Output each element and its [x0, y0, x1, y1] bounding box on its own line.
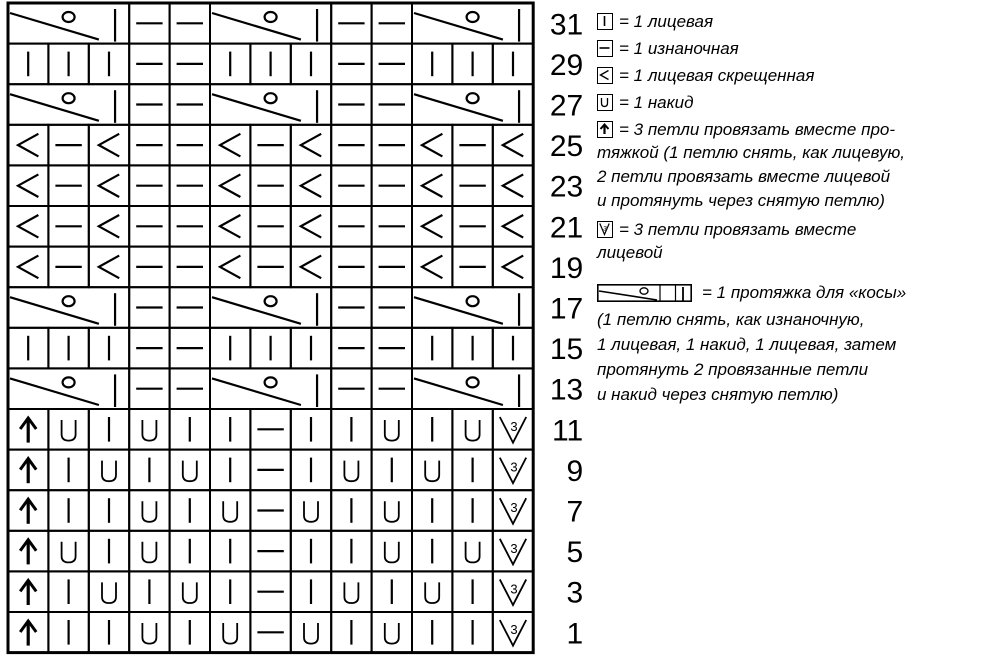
- chart-cell: [372, 409, 412, 450]
- legend-text: = 1 лицевая скрещенная: [619, 66, 815, 86]
- chart-cell: [412, 571, 452, 612]
- row-number: 13: [549, 373, 584, 407]
- cable-mark: [10, 13, 99, 40]
- twisted-knit-icon: [597, 67, 613, 84]
- chart-cell: [452, 531, 492, 572]
- yarn-over-mark: [467, 377, 479, 387]
- twisted-knit-mark: [99, 174, 119, 197]
- chart-cell: [412, 206, 452, 247]
- row-number: 25: [549, 130, 584, 164]
- chart-cell: [129, 490, 169, 531]
- k3tog-pass-icon: [597, 121, 613, 138]
- chart-cell: [291, 490, 331, 531]
- k3tog-digit: 3: [510, 419, 518, 434]
- twisted-knit-mark: [422, 134, 442, 157]
- legend-text: = 1 протяжка для «косы»: [702, 283, 907, 303]
- yarn-over-mark: [385, 501, 399, 522]
- cable-mark: [212, 297, 301, 324]
- chart-cell: [210, 206, 250, 247]
- yarn-over-mark: [425, 582, 439, 603]
- yarn-over-mark: [344, 461, 358, 482]
- cable-cell: [8, 287, 129, 328]
- chart-cell: [129, 531, 169, 572]
- chart-cell: [372, 531, 412, 572]
- k3tog-digit: 3: [510, 581, 518, 597]
- cable-mark: [212, 94, 301, 121]
- legend-item-k3tog-pass: [597, 118, 895, 140]
- yarn-over-mark: [142, 623, 156, 644]
- legend-text-cont: 1 лицевая, 1 накид, 1 лицевая, затем: [597, 335, 897, 354]
- yarn-over-mark: [467, 93, 479, 103]
- cable-mark: [10, 94, 99, 121]
- legend-text-cont: и протянуть через снятую петлю): [597, 191, 885, 210]
- chart-cell: [493, 125, 533, 166]
- chart-cell: [493, 206, 533, 247]
- cable-mark: [10, 378, 99, 405]
- yarn-over-mark: [385, 542, 399, 563]
- chart-cell: [372, 490, 412, 531]
- k3tog-digit: 3: [510, 540, 518, 556]
- legend-item-k3tog: [597, 218, 856, 240]
- knit-icon: [597, 13, 613, 30]
- yarn-over-mark: [304, 623, 318, 644]
- chart-cell: [89, 125, 129, 166]
- yarn-over-mark: [63, 377, 75, 387]
- legend-text: = 3 петли провязать вместе: [619, 220, 857, 240]
- chart-cell: [170, 450, 210, 491]
- twisted-knit-mark: [503, 256, 523, 279]
- legend-text: = 3 петли провязать вместе про-: [619, 120, 896, 140]
- cable-mark: [212, 13, 301, 40]
- twisted-knit-mark: [18, 174, 38, 197]
- twisted-knit-mark: [220, 256, 240, 279]
- cable-cell: [210, 3, 331, 44]
- chart-cell: [8, 247, 48, 288]
- chart-cell: [170, 571, 210, 612]
- twisted-knit-mark: [301, 134, 321, 157]
- twisted-knit-mark: [220, 215, 240, 238]
- chart-cell: [331, 571, 371, 612]
- k3tog-digit: 3: [510, 459, 518, 475]
- twisted-knit-mark: [99, 215, 119, 238]
- legend-item-knit: [597, 10, 713, 32]
- chart-cell: [493, 165, 533, 206]
- chart-cell: [48, 531, 88, 572]
- twisted-knit-mark: [220, 174, 240, 197]
- legend-text: = 1 накид: [619, 93, 694, 113]
- cable-cell: [8, 84, 129, 125]
- yarn-over-icon: [597, 94, 613, 111]
- legend-text-cont: тяжкой (1 петлю снять, как лицевую,: [597, 143, 905, 162]
- yarn-over-mark: [223, 501, 237, 522]
- cable-mark: [414, 94, 503, 121]
- row-number: 5: [566, 536, 584, 570]
- chart-cell: [210, 612, 250, 653]
- yarn-over-mark: [466, 542, 480, 563]
- row-number: 7: [566, 495, 584, 529]
- twisted-knit-mark: [503, 174, 523, 197]
- k3tog-digit: 3: [510, 622, 518, 637]
- yarn-over-mark: [62, 542, 76, 563]
- chart-cell: [412, 450, 452, 491]
- yarn-over-mark: [63, 12, 75, 22]
- cable-cell: [210, 368, 331, 409]
- cable-cell: [8, 3, 129, 44]
- cable-mark: [212, 378, 301, 405]
- chart-cell: [89, 247, 129, 288]
- row-number: 11: [552, 414, 584, 448]
- yarn-over-mark: [102, 461, 116, 482]
- legend-text-cont: 2 петли провязать вместе лицевой: [597, 167, 891, 186]
- legend-text-cont: и накид через снятую петлю): [597, 385, 839, 404]
- chart-cell: [412, 125, 452, 166]
- twisted-knit-mark: [99, 256, 119, 279]
- cable-cell: [412, 287, 533, 328]
- row-number: 9: [566, 454, 584, 488]
- chart-cell: [291, 125, 331, 166]
- cable-icon: [597, 284, 692, 302]
- chart-cell: [372, 612, 412, 653]
- legend-text-cont: (1 петлю снять, как изнаночную,: [597, 310, 865, 329]
- cable-mark: [414, 378, 503, 405]
- twisted-knit-mark: [422, 256, 442, 279]
- yarn-over-mark: [63, 296, 75, 306]
- twisted-knit-mark: [422, 215, 442, 238]
- chart-cell: [89, 450, 129, 491]
- twisted-knit-mark: [301, 174, 321, 197]
- row-number: 27: [549, 89, 584, 123]
- twisted-knit-mark: [422, 174, 442, 197]
- chart-cell: [412, 165, 452, 206]
- purl-icon: [597, 40, 613, 57]
- chart-cell: [493, 247, 533, 288]
- yarn-over-mark: [142, 420, 156, 441]
- cable-mark: [10, 297, 99, 324]
- yarn-over-mark: [385, 420, 399, 441]
- yarn-over-mark: [344, 582, 358, 603]
- chart-cell: [210, 165, 250, 206]
- yarn-over-mark: [63, 93, 75, 103]
- chart-cell: [89, 165, 129, 206]
- yarn-over-mark: [265, 377, 277, 387]
- twisted-knit-mark: [18, 256, 38, 279]
- cable-cell: [210, 287, 331, 328]
- twisted-knit-mark: [18, 215, 38, 238]
- chart-cell: [291, 612, 331, 653]
- row-number: 19: [549, 251, 584, 285]
- yarn-over-mark: [102, 582, 116, 603]
- row-number: 17: [549, 292, 584, 326]
- chart-cell: [291, 165, 331, 206]
- legend-item-cable: [597, 281, 906, 303]
- twisted-knit-mark: [220, 134, 240, 157]
- chart-cell: [452, 409, 492, 450]
- chart-cell: [210, 125, 250, 166]
- yarn-over-mark: [425, 461, 439, 482]
- row-number: 23: [549, 170, 584, 204]
- yarn-over-mark: [62, 420, 76, 441]
- legend-item-twisted-knit: [597, 64, 814, 86]
- chart-cell: [129, 409, 169, 450]
- chart-cell: [8, 206, 48, 247]
- yarn-over-mark: [265, 12, 277, 22]
- twisted-knit-mark: [503, 134, 523, 157]
- cable-cell: [412, 84, 533, 125]
- yarn-over-mark: [304, 501, 318, 522]
- chart-cell: [48, 409, 88, 450]
- yarn-over-mark: [223, 623, 237, 644]
- chart-cell: [291, 247, 331, 288]
- legend-text-cont: протянуть 2 провязанные петли: [597, 360, 869, 379]
- twisted-knit-mark: [18, 134, 38, 157]
- yarn-over-mark: [142, 542, 156, 563]
- row-number: 21: [549, 211, 584, 245]
- twisted-knit-mark: [503, 215, 523, 238]
- k3tog-icon: [597, 221, 613, 238]
- legend-text-cont: лицевой: [597, 243, 663, 262]
- yarn-over-mark: [183, 461, 197, 482]
- yarn-over-mark: [142, 501, 156, 522]
- legend-item-purl: [597, 37, 739, 59]
- twisted-knit-mark: [301, 256, 321, 279]
- chart-cell: [412, 247, 452, 288]
- yarn-over-mark: [265, 296, 277, 306]
- chart-cell: [89, 571, 129, 612]
- yarn-over-mark: [467, 12, 479, 22]
- chart-cell: [291, 206, 331, 247]
- svg-text:3: 3: [602, 225, 607, 233]
- chart-cell: [8, 165, 48, 206]
- yarn-over-mark: [385, 623, 399, 644]
- yarn-over-mark: [466, 420, 480, 441]
- twisted-knit-mark: [99, 134, 119, 157]
- chart-cell: [89, 206, 129, 247]
- legend-text: = 1 изнаночная: [619, 39, 739, 59]
- cable-cell: [412, 368, 533, 409]
- k3tog-digit: 3: [510, 500, 518, 516]
- cable-cell: [210, 84, 331, 125]
- row-number: 1: [566, 617, 584, 651]
- row-number: 3: [566, 576, 584, 610]
- row-number: 29: [549, 48, 584, 82]
- chart-cell: [210, 247, 250, 288]
- chart-cell: [331, 450, 371, 491]
- cable-cell: [412, 3, 533, 44]
- legend-item-yarn-over: [597, 91, 694, 113]
- legend-text: = 1 лицевая: [619, 12, 714, 32]
- row-number: 31: [549, 8, 584, 42]
- yarn-over-mark: [265, 93, 277, 103]
- chart-cell: [210, 490, 250, 531]
- cable-mark: [414, 13, 503, 40]
- chart-cell: [129, 612, 169, 653]
- yarn-over-mark: [467, 296, 479, 306]
- chart-cell: [8, 125, 48, 166]
- cable-cell: [8, 368, 129, 409]
- twisted-knit-mark: [301, 215, 321, 238]
- row-number: 15: [549, 333, 584, 367]
- yarn-over-mark: [183, 582, 197, 603]
- cable-mark: [414, 297, 503, 324]
